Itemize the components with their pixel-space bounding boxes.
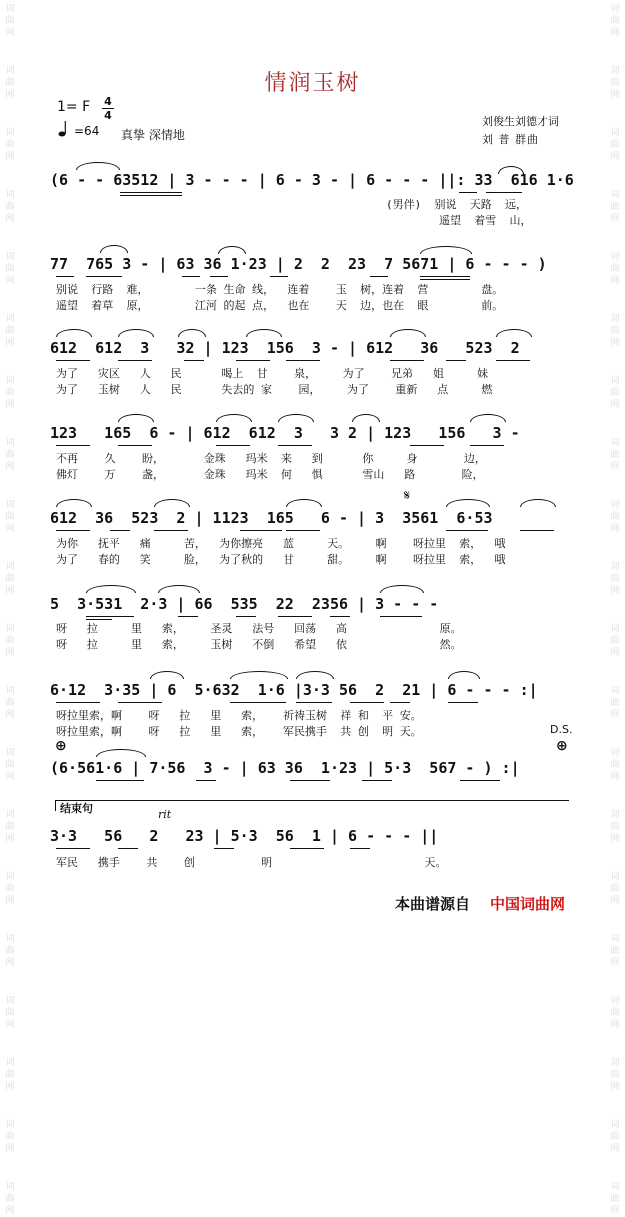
quarter-note-icon: [58, 120, 70, 138]
watermark-char: 曲: [610, 16, 620, 26]
watermark-char: 网: [5, 772, 15, 782]
watermark-char: 词: [610, 66, 620, 76]
watermark-char: 曲: [610, 388, 620, 398]
watermark-char: 曲: [5, 264, 15, 274]
watermark-char: 曲: [610, 450, 620, 460]
source-prefix: 本曲谱源自: [395, 895, 471, 913]
watermark-char: 网: [610, 586, 620, 596]
music-line-4: 123 165 6 - | 612 612 3 3 2 | 123 156 3 -: [50, 424, 520, 442]
lyrics-intro-verse2: 遥望 着雪 山，: [386, 214, 532, 227]
watermark-char: 词: [5, 376, 15, 386]
watermark-char: 网: [5, 586, 15, 596]
lyrics-line2-verse2: 遥望 着草 原， 江河 的起 点， 也在 天 边，也在 眼 前。: [56, 299, 504, 312]
lyrics-line5-verse1: 为你 抚平 痛 苦， 为你擦亮 蓝 天。 啊 呀拉里 索， 哦: [56, 537, 506, 550]
rit-mark: rit: [158, 808, 172, 821]
watermark-char: 曲: [5, 1070, 15, 1080]
watermark-char: 词: [5, 810, 15, 820]
watermark-char: 词: [5, 624, 15, 634]
watermark-char: 曲: [610, 760, 620, 770]
watermark-char: 网: [5, 1144, 15, 1154]
watermark-char: 词: [610, 4, 620, 14]
watermark-char: 曲: [610, 512, 620, 522]
watermark-char: 网: [5, 90, 15, 100]
watermark-char: 词: [610, 748, 620, 758]
watermark-char: 曲: [610, 202, 620, 212]
watermark-char: 词: [610, 438, 620, 448]
watermark-char: 曲: [5, 884, 15, 894]
meter-bottom: 4: [104, 109, 112, 122]
watermark-char: 曲: [610, 822, 620, 832]
watermark-char: 网: [5, 276, 15, 286]
watermark-char: 词: [610, 190, 620, 200]
watermark-char: 词: [5, 748, 15, 758]
watermark-char: 网: [610, 152, 620, 162]
watermark-char: 网: [5, 1206, 15, 1216]
watermark-char: 网: [610, 1020, 620, 1030]
watermark-char: 网: [5, 400, 15, 410]
watermark-char: 曲: [5, 760, 15, 770]
watermark-char: 曲: [610, 1070, 620, 1080]
watermark-char: 曲: [5, 574, 15, 584]
music-line-1: (6 - - 63512 | 3 - - - | 6 - 3 - | 6 - - - ||: 33 616 1·6: [50, 171, 574, 189]
watermark-char: 曲: [5, 78, 15, 88]
lyrics-line3-verse1: 为了 灾区 人 民 喝上 甘 泉， 为了 兄弟 姐 妹: [56, 367, 489, 380]
watermark-char: 曲: [5, 1194, 15, 1204]
watermark-char: 词: [5, 872, 15, 882]
watermark-char: 曲: [610, 1008, 620, 1018]
watermark-char: 词: [610, 128, 620, 138]
ds-mark: D.S.: [550, 723, 573, 736]
watermark-char: 网: [5, 462, 15, 472]
watermark-char: 曲: [610, 1194, 620, 1204]
watermark-char: 曲: [610, 1132, 620, 1142]
segno-icon: 𝄋: [404, 488, 411, 504]
music-line-5: 612 36 523 2 | 1123 165 6 - | 3 3561 6·53: [50, 509, 493, 527]
watermark-char: 网: [5, 958, 15, 968]
source-footer: [395, 893, 565, 914]
watermark-char: 词: [610, 252, 620, 262]
watermark-char: 词: [5, 1120, 15, 1130]
watermark-char: 网: [5, 834, 15, 844]
watermark-char: 网: [610, 710, 620, 720]
watermark-char: 词: [5, 1182, 15, 1192]
watermark-char: 网: [5, 710, 15, 720]
watermark-char: 网: [610, 462, 620, 472]
lyrics-line4-verse2: 佛灯 万 盏， 金珠 玛米 何 惧 雪山 路 险，: [56, 468, 484, 481]
watermark-char: 网: [5, 28, 15, 38]
watermark-char: 词: [5, 686, 15, 696]
watermark-char: 网: [5, 152, 15, 162]
watermark-char: 曲: [5, 450, 15, 460]
watermark-char: 曲: [5, 698, 15, 708]
composer-credit: 刘 普 群曲: [482, 133, 539, 146]
lyrics-line5-verse2: 为了 春的 笑 脸， 为了秋的 甘 甜。 啊 呀拉里 索， 哦: [56, 553, 506, 566]
watermark-char: 网: [610, 28, 620, 38]
watermark-char: 曲: [610, 326, 620, 336]
music-line-2: 77 765 3 - | 63 36 1·23 | 2 2 23 7 5671 | 6 - - - ): [50, 255, 547, 273]
watermark-char: 词: [610, 1120, 620, 1130]
watermark-char: 曲: [5, 1008, 15, 1018]
watermark-char: 曲: [5, 388, 15, 398]
expression-mark: 真挚 深情地: [121, 128, 185, 142]
watermark-char: 网: [610, 90, 620, 100]
watermark-char: 曲: [5, 512, 15, 522]
watermark-char: 曲: [610, 574, 620, 584]
lyrics-line6-verse2: 呀 拉 里 索， 玉树 不倒 希望 依 然。: [56, 638, 462, 651]
watermark-char: 曲: [610, 698, 620, 708]
song-title: 情润玉树: [264, 71, 361, 96]
watermark-char: 词: [5, 4, 15, 14]
watermark-char: 网: [610, 1082, 620, 1092]
watermark-char: 网: [5, 648, 15, 658]
watermark-char: 网: [610, 524, 620, 534]
watermark-char: 网: [610, 834, 620, 844]
watermark-char: 词: [5, 314, 15, 324]
watermark-char: 曲: [610, 140, 620, 150]
watermark-left: [2, 0, 18, 1216]
watermark-char: 词: [610, 872, 620, 882]
lyrics-line7-verse2: 呀拉里索，啊 呀 拉 里 索， 军民携手 共 创 明 天。: [56, 725, 422, 738]
watermark-char: 词: [610, 934, 620, 944]
coda-icon: ⊕: [55, 738, 67, 754]
watermark-char: 网: [610, 1144, 620, 1154]
lyrics-line4-verse1: 不再 久 盼， 金珠 玛米 来 到 你 身 边，: [56, 452, 486, 465]
watermark-char: 曲: [610, 264, 620, 274]
time-signature: [102, 96, 114, 121]
music-line-3: 612 612 3 32 | 123 156 3 - | 612 36 523 2: [50, 339, 520, 357]
watermark-char: 词: [5, 500, 15, 510]
lyrics-line7-verse1: 呀拉里索，啊 呀 拉 里 索， 祈祷玉树 祥 和 平 安。: [56, 709, 422, 722]
watermark-char: 词: [5, 1058, 15, 1068]
key-signature: 1= F: [57, 99, 91, 115]
lyrics-intro-verse1: (男伴) 别说 天路 远，: [386, 198, 527, 211]
watermark-char: 词: [5, 934, 15, 944]
watermark-char: 曲: [5, 636, 15, 646]
music-line-8: (6·561·6 | 7·56 3 - | 63 36 1·23 | 5·3 567 - ) :|: [50, 759, 520, 777]
watermark-char: 词: [5, 66, 15, 76]
watermark-char: 网: [610, 214, 620, 224]
lyrics-line6-verse1: 呀 拉 里 索， 圣灵 法号 回荡 高 原。: [56, 622, 462, 635]
ending-label: 结束句: [60, 802, 93, 815]
watermark-char: 网: [5, 1020, 15, 1030]
watermark-char: 词: [610, 686, 620, 696]
lyricist-credit: 刘俊生刘德才词: [482, 115, 559, 128]
watermark-char: 曲: [610, 884, 620, 894]
watermark-char: 词: [5, 438, 15, 448]
watermark-char: 曲: [610, 636, 620, 646]
watermark-char: 词: [5, 128, 15, 138]
watermark-char: 曲: [5, 946, 15, 956]
watermark-char: 曲: [5, 202, 15, 212]
watermark-char: 网: [610, 958, 620, 968]
music-line-7: 6·12 3·35 | 6 5·632 1·6 |3·3 56 2 21 | 6 - - - :|: [50, 681, 538, 699]
lyrics-ending: 军民 携手 共 创 明 天。: [56, 856, 447, 869]
watermark-char: 词: [610, 810, 620, 820]
source-site-link[interactable]: 中国词曲网: [490, 895, 566, 913]
watermark-char: 词: [5, 252, 15, 262]
music-line-6: 5 3·531 2·3 | 66 535 22 2356 | 3 - - -: [50, 595, 439, 613]
meter-top: 4: [104, 95, 112, 108]
watermark-char: 词: [5, 996, 15, 1006]
watermark-char: 词: [610, 314, 620, 324]
watermark-char: 网: [610, 648, 620, 658]
watermark-char: 网: [5, 896, 15, 906]
watermark-char: 网: [5, 1082, 15, 1092]
watermark-right: [607, 0, 623, 1216]
watermark-char: 词: [610, 624, 620, 634]
watermark-char: 词: [610, 376, 620, 386]
watermark-char: 词: [610, 562, 620, 572]
watermark-char: 网: [5, 524, 15, 534]
tempo-value: =64: [74, 124, 100, 138]
watermark-char: 网: [610, 400, 620, 410]
lyrics-line3-verse2: 为了 玉树 人 民 失去的 家 园， 为了 重新 点 燃: [56, 383, 493, 396]
watermark-char: 曲: [610, 78, 620, 88]
watermark-char: 曲: [5, 1132, 15, 1142]
watermark-char: 词: [610, 1182, 620, 1192]
watermark-char: 曲: [5, 326, 15, 336]
lyrics-line2-verse1: 别说 行路 难， 一条 生命 线， 连着 玉 树，连着 营 盘。: [56, 283, 504, 296]
watermark-char: 网: [610, 276, 620, 286]
watermark-char: 网: [5, 214, 15, 224]
music-line-9: 3·3 56 2 23 | 5·3 56 1 | 6 - - - ||: [50, 827, 439, 845]
watermark-char: 网: [610, 896, 620, 906]
watermark-char: 词: [5, 562, 15, 572]
watermark-char: 曲: [5, 16, 15, 26]
watermark-char: 曲: [610, 946, 620, 956]
watermark-char: 网: [610, 338, 620, 348]
watermark-char: 词: [610, 996, 620, 1006]
ending-bracket: [55, 800, 569, 811]
watermark-char: 曲: [5, 140, 15, 150]
watermark-char: 词: [5, 190, 15, 200]
coda-icon-right: ⊕: [556, 738, 568, 754]
watermark-char: 词: [610, 1058, 620, 1068]
watermark-char: 网: [610, 772, 620, 782]
watermark-char: 网: [610, 1206, 620, 1216]
watermark-char: 词: [610, 500, 620, 510]
watermark-char: 网: [5, 338, 15, 348]
watermark-char: 曲: [5, 822, 15, 832]
